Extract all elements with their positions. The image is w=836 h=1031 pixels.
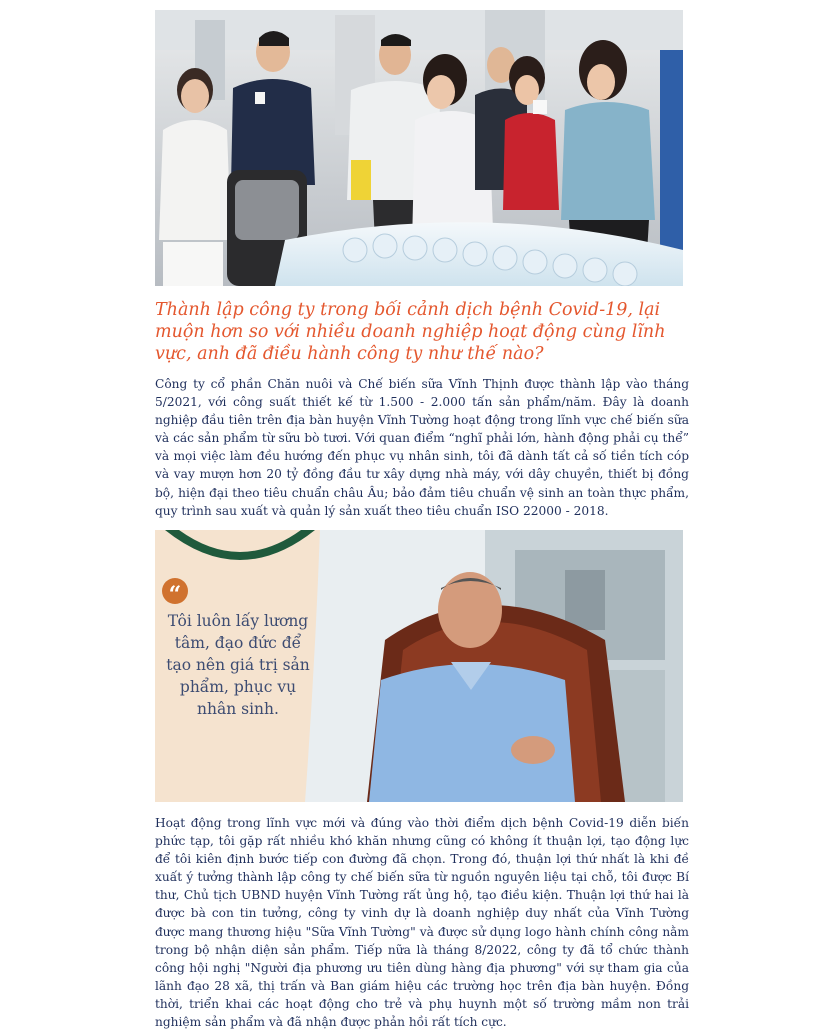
quote-mark-icon: “ — [162, 578, 188, 604]
event-photo — [155, 10, 683, 286]
interview-question: Thành lập công ty trong bối cảnh dịch bệnh Covid-19, lại muộn hơn so với nhiều doanh nghiệp hoạt động cùng lĩnh vực, anh đã điều hành công ty như thế nào? — [155, 300, 666, 364]
answer-paragraph-1: Công ty cổ phần Chăn nuôi và Chế biến sữa Vĩnh Thịnh được thành lập vào tháng 5/2021, với công suất thiết kế từ 1.500 - 2.000 tấn sản phẩm/năm. Đây là doanh nghiệp đầu tiên trên địa bàn huyện Vĩnh Tường hoạt động trong lĩnh vực chế biến sữa và các sản phẩm từ sữu bò tươi. Với quan điểm “nghĩ phải lớn, hành động phải cụ thể” và mọi việc làm đều hướng đến phục vụ nhân sinh, tôi đã dành tất cả số tiền tích cóp và vay mượn hơn 20 tỷ đồng đầu tư xây dựng nhà máy, với dây chuyền, thiết bị đồng bộ, hiện đại theo tiêu chuẩn châu Âu; bảo đảm tiêu chuẩn vệ sinh an toàn thực phẩm, quy trình sau xuất và quản lý sản xuất theo tiêu chuẩn ISO 22000 - 2018. — [155, 377, 689, 518]
answer-paragraph-2: Hoạt động trong lĩnh vực mới và đúng vào thời điểm dịch bệnh Covid-19 diễn biến phức tạp, tôi gặp rất nhiều khó khăn nhưng cũng có không ít thuận lợi, tạo động lực để tôi kiên định bước tiếp con đường đã chọn. Trong đó, thuận lợi thứ nhất là khi đề xuất ý tưởng thành lập công ty chế biến sữa từ nguồn nguyên liệu tại chỗ, tôi được Bí thư, Chủ tịch UBND huyện Vĩnh Tường rất ủng hộ, tạo điều kiện. Thuận lợi thứ hai là được bà con tin tưởng, công ty vinh dự là doanh nghiệp duy nhất của Vĩnh Tường được mang thương hiệu "Sữa Vĩnh Tường" và được sử dụng logo hành chính công nằm trong bộ nhận diện sản phẩm. Tiếp nữa là tháng 8/2022, công ty đã tổ chức thành công hội nghị "Người địa phương ưu tiên dùng hàng địa phương" với sự tham gia của lãnh đạo 28 xã, thị trấn và Ban giám hiệu các trường học trên địa bàn huyện. Đồng thời, triển khai các hoạt động cho trẻ và phụ huynh một số trường mầm non trải nghiệm sản phẩm và đã nhận được phản hồi rất tích cực. — [155, 816, 689, 1030]
pull-quote-text: Tôi luôn lấy lương tâm, đạo đức để tạo nên giá trị sản phẩm, phục vụ nhân sinh. — [166, 612, 310, 718]
quote-section — [155, 530, 683, 802]
